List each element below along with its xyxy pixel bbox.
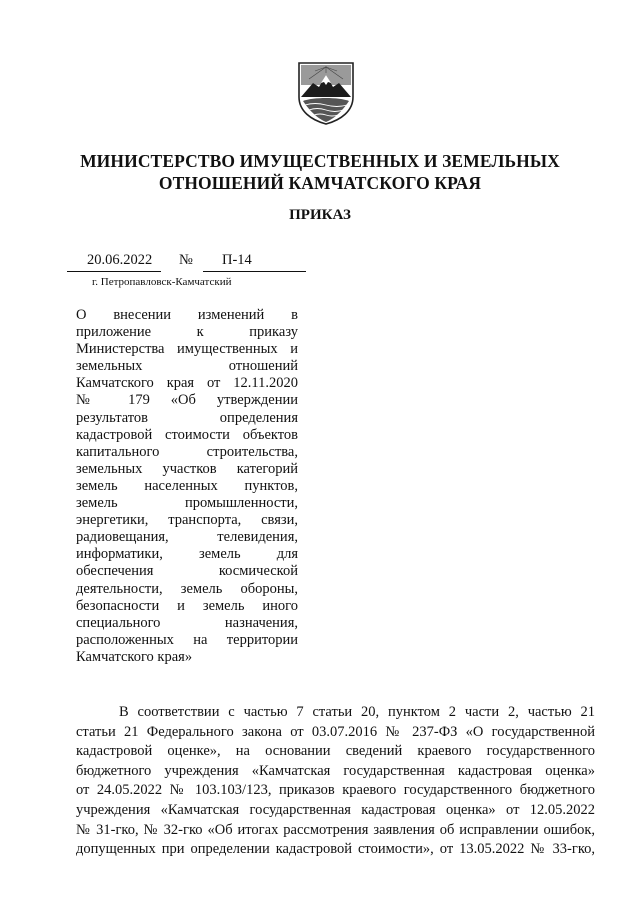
document-type: ПРИКАЗ <box>289 207 351 223</box>
text-line: результатов определения <box>76 409 298 426</box>
order-date: 20.06.2022 <box>87 252 153 268</box>
text-line: специального назначения, <box>76 614 298 631</box>
number-underline <box>203 271 306 272</box>
order-subject <box>76 307 298 666</box>
text-line: допущенных при определении кадастровой стоимости», от 13.05.2022 № 33-гко, <box>76 841 595 858</box>
text-line: земельных участков категорий <box>76 460 298 477</box>
text-line: № 179 «Об утверждении <box>76 392 298 409</box>
text-line: информатики, земель для <box>76 546 298 563</box>
ministry-name-line-1: МИНИСТЕРСТВО ИМУЩЕСТВЕННЫХ И ЗЕМЕЛЬНЫХ <box>80 151 560 171</box>
order-meta <box>67 252 307 272</box>
text-line: Камчатского края от 12.11.2020 <box>76 375 298 392</box>
ministry-name-line-2: ОТНОШЕНИЙ КАМЧАТСКОГО КРАЯ <box>158 173 482 193</box>
text-line: Камчатского края» <box>76 648 193 665</box>
text-line: безопасности и земель иного <box>76 597 298 614</box>
text-line: кадастровой стоимости объектов <box>76 426 298 443</box>
text-line: статьи 21 Федерального закона от 03.07.2016 № 237-ФЗ «О государственной <box>76 723 595 740</box>
text-line: учреждения «Камчатская государственная кадастровая оценка» от 12.05.2022 <box>76 801 595 818</box>
text-line: № 31-гко, № 32-гко «Об итогах рассмотрения заявления об исправлении ошибок, <box>76 821 595 838</box>
text-line: расположенных на территории <box>76 631 298 648</box>
text-line: земельных отношений <box>76 358 298 375</box>
order-body-text <box>76 703 595 860</box>
number-sign: № <box>179 252 193 268</box>
text-line: О внесении изменений в <box>76 307 298 323</box>
text-line: деятельности, земель обороны, <box>76 580 298 597</box>
ministry-name <box>0 150 640 194</box>
text-line: В соответствии с частью 7 статьи 20, пунктом 2 части 2, частью 21 <box>119 704 595 720</box>
text-line: капитального строительства, <box>76 443 298 460</box>
text-line: радиовещания, телевидения, <box>76 529 298 546</box>
coat-of-arms-icon <box>297 61 355 125</box>
text-line: бюджетного учреждения «Камчатская государственная кадастровая оценка» <box>76 762 595 779</box>
place-of-issue: г. Петропавловск-Камчатский <box>92 276 232 288</box>
text-line: от 24.05.2022 № 103.103/123, приказов краевого государственного бюджетного <box>76 782 595 799</box>
text-line: земель промышленности, <box>76 495 298 512</box>
text-line: обеспечения космической <box>76 563 298 580</box>
text-line: Министерства имущественных и <box>76 341 298 358</box>
order-number: П-14 <box>222 252 252 268</box>
text-line: приложение к приказу <box>76 324 298 341</box>
date-underline <box>67 271 161 272</box>
text-line: земель населенных пунктов, <box>76 477 298 494</box>
text-line: кадастровой оценке», на основании сведений краевого государственного <box>76 743 595 760</box>
text-line: энергетики, транспорта, связи, <box>76 512 298 529</box>
